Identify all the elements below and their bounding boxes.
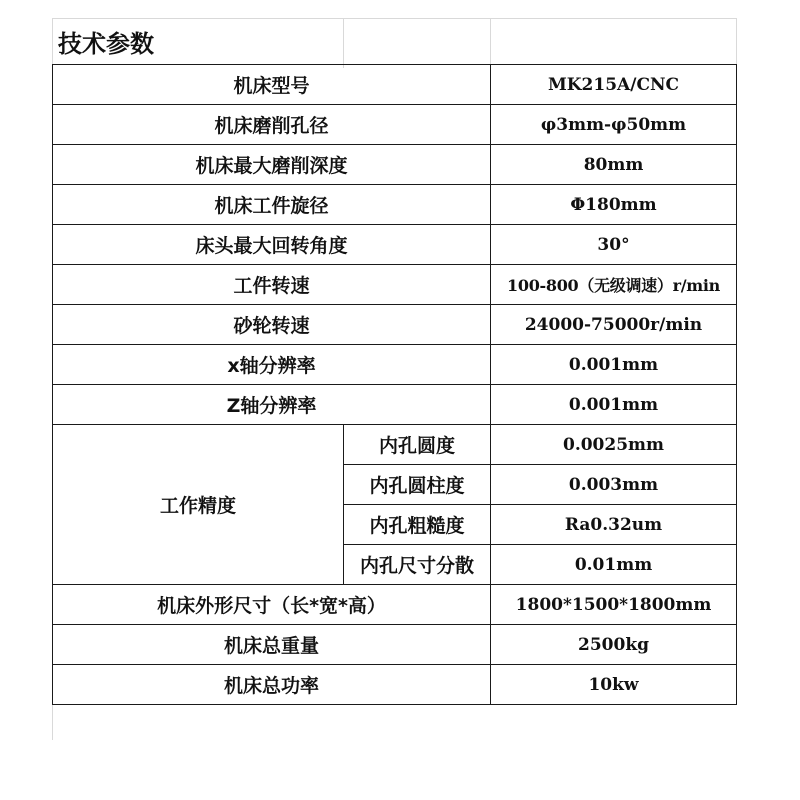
precision-sub-label: 内孔圆度 bbox=[344, 425, 491, 465]
param-label: 机床工件旋径 bbox=[53, 185, 491, 225]
sheet-title: 技术参数 bbox=[58, 30, 154, 58]
param-value: 100-800（无级调速）r/min bbox=[491, 265, 737, 305]
param-label: 机床磨削孔径 bbox=[53, 105, 491, 145]
param-label: 砂轮转速 bbox=[53, 305, 491, 345]
table-row bbox=[53, 105, 737, 145]
param-label: 机床总功率 bbox=[53, 665, 491, 705]
param-label: x轴分辨率 bbox=[53, 345, 491, 385]
param-value: Φ180mm bbox=[491, 185, 737, 225]
table-row bbox=[53, 185, 737, 225]
param-value: φ3mm-φ50mm bbox=[491, 105, 737, 145]
param-label: 床头最大回转角度 bbox=[53, 225, 491, 265]
param-value: 10kw bbox=[491, 665, 737, 705]
param-value: 80mm bbox=[491, 145, 737, 185]
table-row bbox=[53, 305, 737, 345]
table-row bbox=[53, 145, 737, 185]
precision-group-label: 工作精度 bbox=[53, 425, 344, 585]
param-value: 0.001mm bbox=[491, 385, 737, 425]
param-label: 机床总重量 bbox=[53, 625, 491, 665]
param-label: 工件转速 bbox=[53, 265, 491, 305]
table-row bbox=[53, 345, 737, 385]
grid-line bbox=[343, 18, 344, 68]
precision-value: 0.0025mm bbox=[491, 425, 737, 465]
precision-sub-label: 内孔尺寸分散 bbox=[344, 545, 491, 585]
param-label: 机床最大磨削深度 bbox=[53, 145, 491, 185]
param-value: 30° bbox=[491, 225, 737, 265]
precision-value: 0.01mm bbox=[491, 545, 737, 585]
table-row bbox=[53, 265, 737, 305]
param-value: 1800*1500*1800mm bbox=[491, 585, 737, 625]
spec-table bbox=[52, 64, 737, 705]
param-label: Z轴分辨率 bbox=[53, 385, 491, 425]
param-label: 机床外形尺寸（长*宽*高） bbox=[53, 585, 491, 625]
table-row bbox=[53, 665, 737, 705]
table-row bbox=[53, 625, 737, 665]
param-value: 0.001mm bbox=[491, 345, 737, 385]
param-value: 24000-75000r/min bbox=[491, 305, 737, 345]
grid-line bbox=[52, 18, 736, 19]
precision-sub-label: 内孔粗糙度 bbox=[344, 505, 491, 545]
precision-value: 0.003mm bbox=[491, 465, 737, 505]
precision-sub-label: 内孔圆柱度 bbox=[344, 465, 491, 505]
precision-value: Ra0.32um bbox=[491, 505, 737, 545]
table-row bbox=[53, 385, 737, 425]
table-row bbox=[53, 225, 737, 265]
grid-line bbox=[490, 18, 491, 68]
param-value: MK215A/CNC bbox=[491, 65, 737, 105]
param-label: 机床型号 bbox=[53, 65, 491, 105]
grid-line bbox=[736, 18, 737, 68]
table-row bbox=[53, 585, 737, 625]
table-row bbox=[53, 65, 737, 105]
param-value: 2500kg bbox=[491, 625, 737, 665]
table-row bbox=[53, 425, 737, 465]
